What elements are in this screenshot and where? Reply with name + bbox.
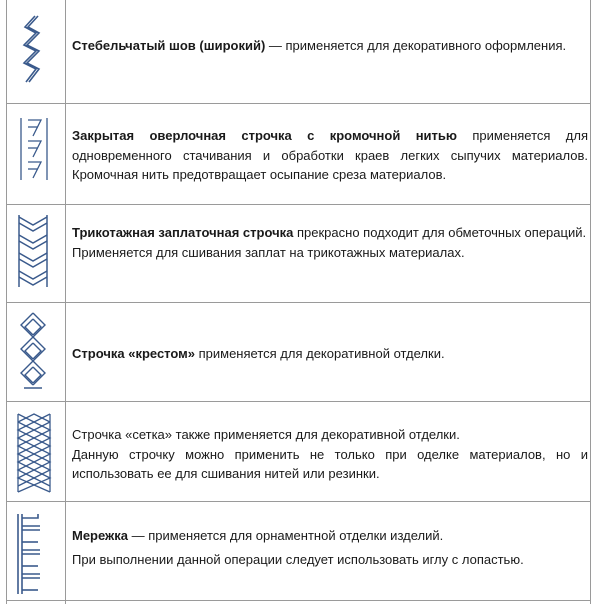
row-divider: [6, 600, 591, 601]
row-description: [72, 223, 588, 262]
row-description: [72, 36, 588, 56]
stitch-text: прекрасно подходит для обметочных операций.: [293, 225, 587, 240]
stitch-text: — применяется для орнаментной отделки изделий.: [128, 528, 444, 543]
table-row: [6, 205, 591, 302]
closed-overlock-stitch-icon: [6, 104, 65, 204]
stitch-note: Данную строчку можно применить не только при оделке материалов, но и использовать ее для сшивания нитей или резинки.: [72, 446, 588, 481]
row-description: [72, 526, 588, 569]
stitch-text: применяется для одновременного стачивания и обработки краев легких сыпучих материалов. Кромочная нить предотвращает осыпание среза материалов.: [72, 128, 589, 182]
table-row: [6, 0, 591, 103]
stitch-note: При выполнении данной операции следует использовать иглу с лопастью.: [72, 551, 524, 567]
row-description: [72, 425, 588, 484]
row-description: [72, 126, 588, 185]
table-row: [6, 303, 591, 401]
knit-patch-stitch-icon: [6, 205, 65, 302]
stitch-text: Строчка «сетка» также применяется для декоративной отделки.: [72, 427, 460, 442]
table-row: [6, 402, 591, 501]
stitch-title: Стебельчатый шов (широкий): [72, 38, 266, 53]
stitch-text: — применяется для декоративного оформления.: [265, 38, 567, 53]
table-row: [6, 104, 591, 204]
stitch-note: Применяется для сшивания заплат на трикотажных материалах.: [72, 244, 465, 260]
hemstitch-icon: [6, 502, 65, 600]
row-description: [72, 344, 588, 364]
stitch-title: Закрытая оверлочная строчка с кромочной нитью: [72, 128, 458, 143]
net-stitch-icon: [6, 402, 65, 501]
cross-stitch-icon: [6, 303, 65, 401]
stitch-title: Строчка «крестом»: [72, 346, 195, 361]
stitch-text: применяется для декоративной отделки.: [195, 346, 445, 361]
stitch-title: Мережка: [72, 528, 129, 543]
stitch-title: Трикотажная заплаточная строчка: [72, 225, 294, 240]
table-row: [6, 502, 591, 600]
zigzag-stretch-stitch-icon: [6, 0, 65, 103]
